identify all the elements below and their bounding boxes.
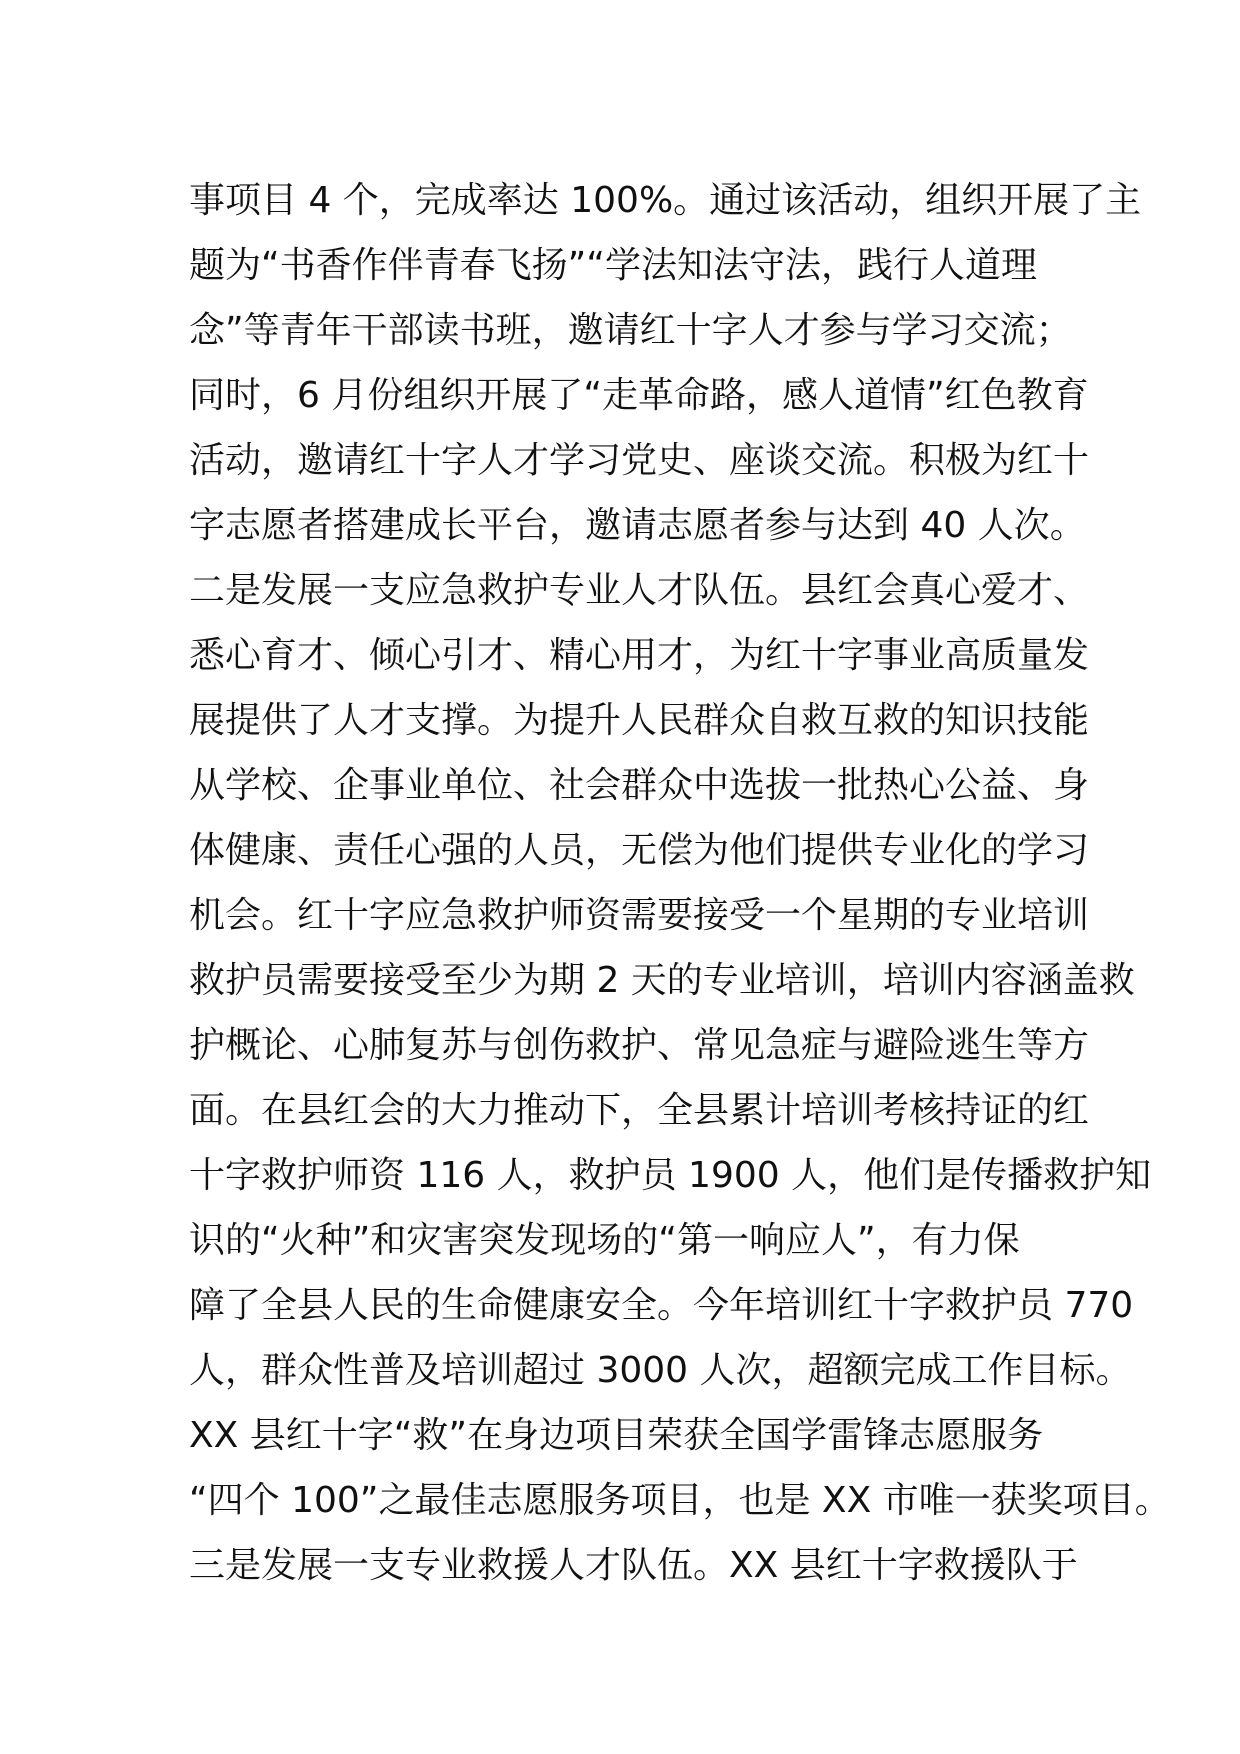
text-line: 十字救护师资 116 人，救护员 1900 人，他们是传播救护知 — [189, 1155, 1152, 1196]
text-line: 字志愿者搭建成长平台，邀请志愿者参与达到 40 人次。 — [189, 505, 1086, 546]
text-line: 念”等青年干部读书班，邀请红十字人才参与学习交流； — [189, 310, 1072, 351]
text-line: 面。在县红会的大力推动下，全县累计培训考核持证的红 — [189, 1090, 1090, 1131]
text-line: 活动，邀请红十字人才学习党史、座谈交流。积极为红十 — [189, 440, 1090, 481]
text-line: 体健康、责任心强的人员，无偿为他们提供专业化的学习 — [189, 830, 1090, 871]
text-line: 三是发展一支专业救援人才队伍。XX 县红十字救援队于 — [189, 1545, 1078, 1586]
text-line: 机会。红十字应急救护师资需要接受一个星期的专业培训 — [189, 895, 1090, 936]
text-line: 事项目 4 个，完成率达 100%。通过该活动，组织开展了主 — [189, 180, 1142, 221]
body-text — [189, 168, 1171, 1598]
text-line: 护概论、心肺复苏与创伤救护、常见急症与避险逃生等方 — [189, 1025, 1090, 1066]
text-line: XX 县红十字“救”在身边项目荣获全国学雷锋志愿服务 — [189, 1415, 1044, 1456]
text-line: 悉心育才、倾心引才、精心用才，为红十字事业高质量发 — [189, 635, 1090, 676]
text-line: “四个 100”之最佳志愿服务项目，也是 XX 市唯一获奖项目。 — [189, 1480, 1171, 1521]
text-line: 识的“火种”和灾害突发现场的“第一响应人”，有力保 — [189, 1220, 1020, 1261]
text-line: 障了全县人民的生命健康安全。今年培训红十字救护员 770 — [189, 1285, 1134, 1326]
text-line: 题为“书香作伴青春飞扬”“学法知法守法，践行人道理 — [189, 245, 1037, 286]
text-line: 同时，6 月份组织开展了“走革命路，感人道情”红色教育 — [189, 375, 1089, 416]
text-line: 救护员需要接受至少为期 2 天的专业培训，培训内容涵盖救 — [189, 960, 1135, 1001]
text-line: 人，群众性普及培训超过 3000 人次，超额完成工作目标。 — [189, 1350, 1132, 1391]
text-line: 展提供了人才支撑。为提升人民群众自救互救的知识技能 — [189, 700, 1090, 741]
text-line: 二是发展一支应急救护专业人才队伍。县红会真心爱才、 — [189, 570, 1090, 611]
text-line: 从学校、企事业单位、社会群众中选拔一批热心公益、身 — [189, 765, 1090, 806]
